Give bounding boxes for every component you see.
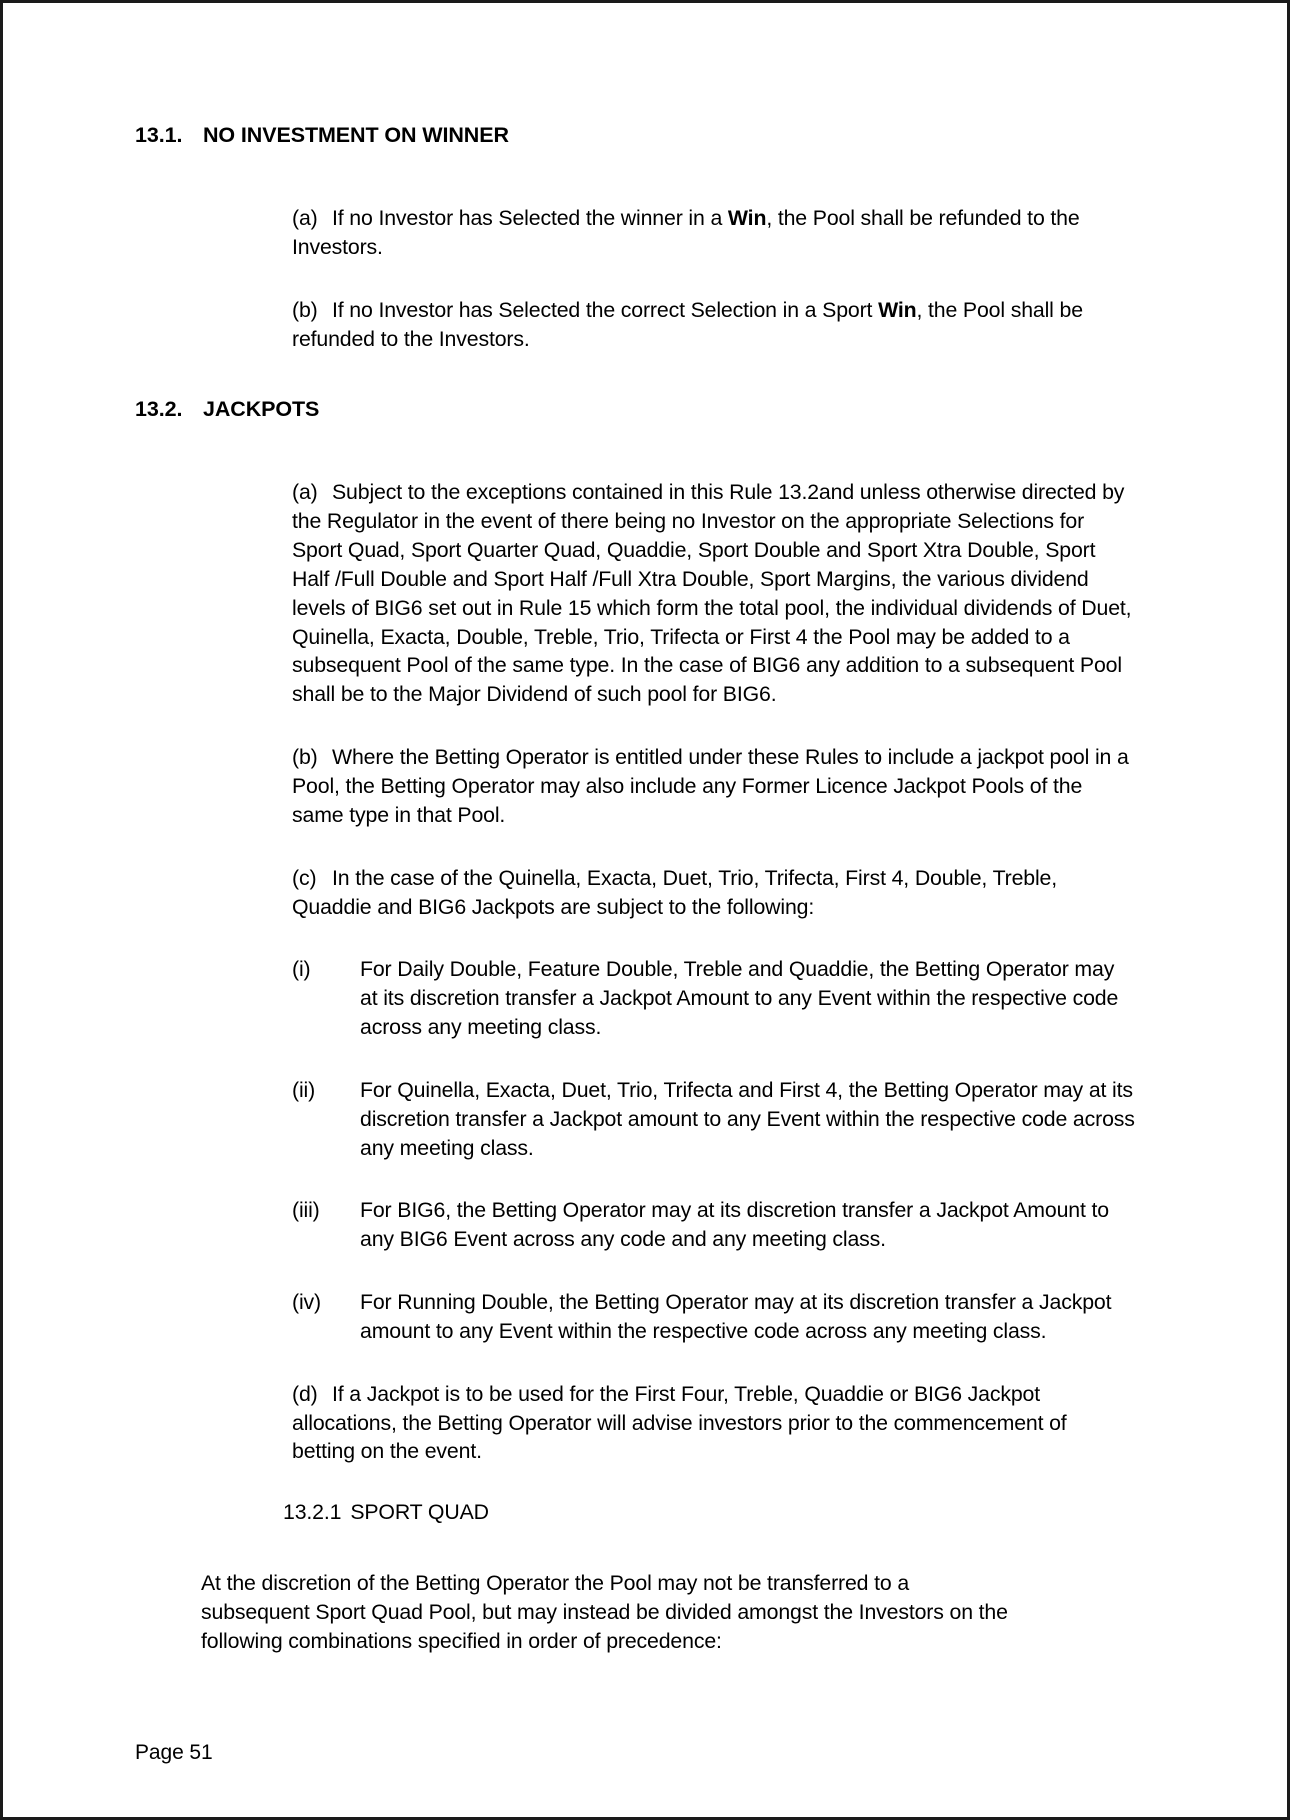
clause-13-2-a-label: (a): [292, 480, 318, 505]
spacer: [135, 422, 1143, 478]
clause-13-2-d-label: (d): [292, 1381, 318, 1406]
heading-13-1-number: 13.1.: [135, 123, 183, 147]
heading-13-1: [135, 123, 1143, 148]
spacer: [135, 1346, 1143, 1380]
heading-13-2-title: JACKPOTS: [203, 397, 320, 422]
page-footer: Page 51: [135, 1741, 213, 1764]
spacer: [135, 262, 1143, 296]
spacer: [135, 353, 1143, 397]
spacer: [135, 1466, 1143, 1500]
spacer: [135, 921, 1143, 955]
clause-13-2-roman-iii-label: (iii): [292, 1198, 320, 1223]
clause-13-2-roman-i-text: For Daily Double, Feature Double, Treble and Quaddie, the Betting Operator may at its discretion transfer a Jackpot Amount to any Event within the respective code across any meeting class.: [360, 957, 1119, 1040]
clause-13-2-roman-ii-text: For Quinella, Exacta, Duet, Trio, Trifecta and First 4, the Betting Operator may at its discretion transfer a Jackpot amount to any Event within the respective code across any meeting class.: [360, 1077, 1135, 1160]
clause-13-1-b-text-2: , the Pool shall be refunded to the Investors.: [292, 297, 1083, 351]
spacer: [135, 709, 1143, 743]
clause-13-2-roman-iii-text: For BIG6, the Betting Operator may at its discretion transfer a Jackpot Amount to any BIG6 Event across any code and any meeting class.: [360, 1198, 1109, 1252]
page-content: [3, 3, 1290, 1820]
clause-13-2-roman-iv-text: For Running Double, the Betting Operator may at its discretion transfer a Jackpot amount to any Event within the respective code across any meeting class.: [360, 1290, 1112, 1343]
clause-13-2-roman-iv: [135, 1288, 1143, 1346]
heading-13-2-1-number: 13.2.1: [283, 1500, 342, 1525]
spacer: [135, 830, 1143, 864]
clause-13-2-b: [135, 743, 1143, 830]
sport-quad-body-paragraph: At the discretion of the Betting Operator the Pool may not be transferred to a subsequent Sport Quad Pool, but may instead be divided amongst the Investors on the following combinations specified in order of precedence:: [201, 1571, 1008, 1653]
clause-13-2-roman-ii-label: (ii): [292, 1077, 316, 1102]
clause-13-2-b-text: Where the Betting Operator is entitled under these Rules to include a jackpot pool in a Pool, the Betting Operator may also include any Former Licence Jackpot Pools of the same type in that Pool.: [292, 745, 1129, 827]
clause-13-1-b-label: (b): [292, 297, 318, 322]
clause-13-1-b: [135, 296, 1143, 354]
spacer: [135, 1254, 1143, 1288]
clause-13-2-c-label: (c): [292, 865, 317, 890]
clause-13-2-a-text: Subject to the exceptions contained in this Rule 13.2and unless otherwise directed by the Regulator in the event of there being no Investor on the appropriate Selections for Sport Quad, Sport Quarter Quad, Quaddie, Sport Double and Sport Xtra Double, Sport Half /Full Double and Sport Half /Full Xtra Double, Sport Margins, the various dividend levels of BIG6 set out in Rule 15 which form the total pool, the individual dividends of Duet, Quinella, Exacta, Double, Treble, Trio, Trifecta or First 4 the Pool may be added to a subsequent Pool of the same type. In the case of BIG6 any addition to a subsequent Pool shall be to the Major Dividend of such pool for BIG6.: [292, 480, 1132, 707]
clause-13-2-d: [135, 1380, 1143, 1467]
clause-13-2-roman-i-label: (i): [292, 957, 311, 982]
heading-13-2: [135, 397, 1143, 422]
clause-13-1-a-text-1: If no Investor has Selected the winner in a: [332, 206, 728, 230]
clause-13-2-roman-iv-label: (iv): [292, 1290, 321, 1315]
clause-13-2-a: [135, 478, 1143, 709]
clause-13-1-a: [135, 204, 1143, 262]
clause-13-2-c-text: In the case of the Quinella, Exacta, Duet, Trio, Trifecta, First 4, Double, Treble, Quaddie and BIG6 Jackpots are subject to the following:: [292, 865, 1058, 919]
clause-13-1-a-label: (a): [292, 206, 318, 230]
spacer: [135, 1525, 1143, 1569]
clause-13-1-a-text-2: , the Pool shall be refunded to the Investors.: [292, 206, 1080, 259]
clause-13-2-b-label: (b): [292, 745, 318, 770]
clause-13-2-roman-iii: [135, 1196, 1143, 1254]
spacer: [135, 1162, 1143, 1196]
clause-13-2-d-text: If a Jackpot is to be used for the First Four, Treble, Quaddie or BIG6 Jackpot allocations, the Betting Operator will advise investors prior to the commencement of betting on the event.: [292, 1381, 1067, 1464]
heading-13-2-1: [135, 1500, 1143, 1525]
spacer: [135, 1042, 1143, 1076]
heading-13-1-title: NO INVESTMENT ON WINNER: [203, 123, 509, 147]
heading-13-2-1-title: SPORT QUAD: [350, 1500, 489, 1525]
clause-13-2-c: [135, 864, 1143, 922]
clause-13-2-roman-i: [135, 955, 1143, 1042]
clause-13-1-b-bold: Win: [878, 297, 917, 322]
clause-13-2-roman-ii: [135, 1076, 1143, 1163]
clause-13-1-b-text-1: If no Investor has Selected the correct Selection in a Sport: [332, 297, 879, 322]
heading-13-2-number: 13.2.: [135, 397, 183, 422]
spacer: [135, 148, 1143, 204]
clause-13-1-a-bold: Win: [727, 206, 767, 230]
